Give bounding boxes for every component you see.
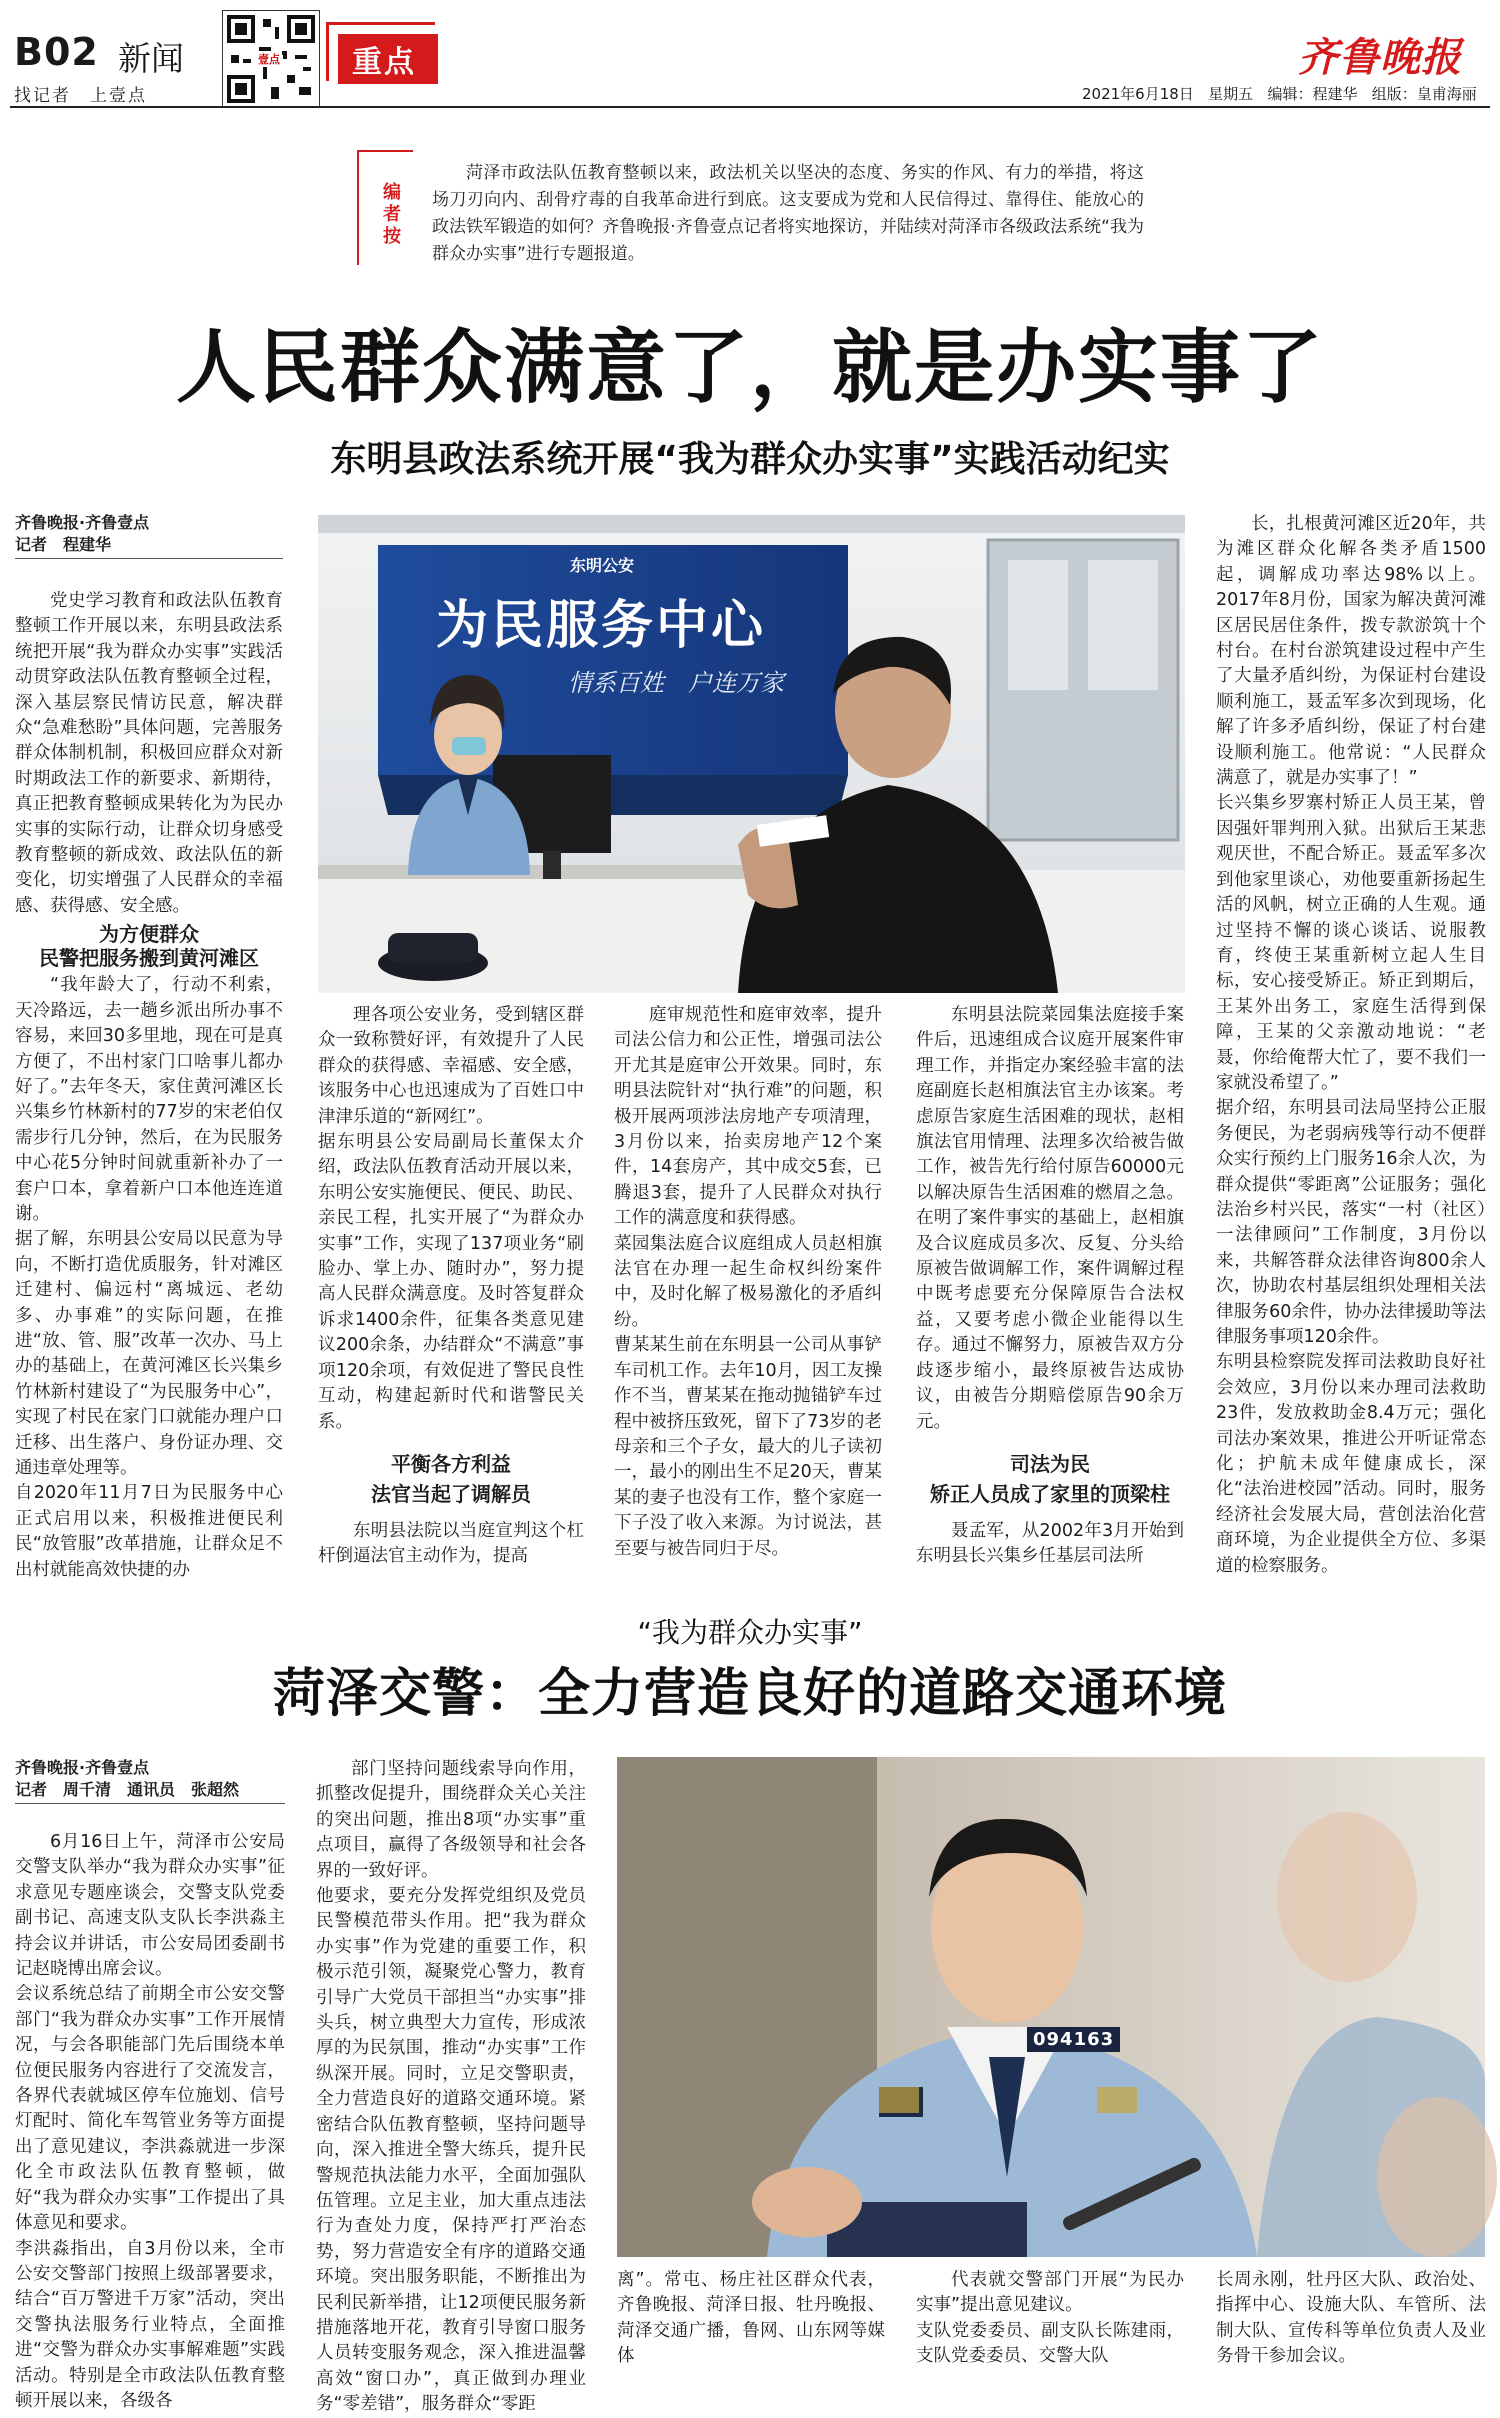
- article1-byline-outlet: 齐鲁晚报·齐鲁壹点: [15, 513, 150, 532]
- article2-photo: [617, 1757, 1485, 2257]
- designer-credit: 组版：皇甫海丽: [1371, 85, 1477, 103]
- photo-sign-slogan: 情系百姓 户连万家: [568, 669, 784, 697]
- qr-code-icon: [222, 10, 320, 108]
- article1-headline: 人民群众满意了，就是办实事了: [176, 321, 1324, 414]
- article1-column-1: [15, 512, 283, 1580]
- article2-column-2: [316, 1757, 586, 2415]
- article2-bottom-column-1: [617, 2268, 885, 2408]
- issue-weekday: 星期五: [1208, 85, 1254, 103]
- article1-col4-body: 东明县法院菜园集法庭接手案件后，迅速组成合议庭开展案件审理工作，并指定办案经验丰富的法庭副庭长赵相旗法官主办该案。考虑原告家庭生活困难的现状，赵相旗法官用情理、法理多次给被告做工作，被告先行给付原告60000元以解决原告生活困难的燃眉之急。在明了案件事实的基础上，赵相旗及合议庭成员多次、反复、分头给原被告做调解工作，案件调解过程中既考虑要充分保障原告合法权益，又要考虑小微企业能得以生存。通过不懈努力，原被告双方分歧逐步缩小，最终原被告达成协议，由被告分期赔偿原告90余万元。: [916, 1005, 1184, 1432]
- header-slogan: 找记者 上壹点: [14, 86, 147, 106]
- page-code: B02: [14, 30, 99, 74]
- article2-bottom-col2-body: 代表就交警部门开展“为民办实事”提出意见建议。 支队党委委员、副支队长陈建雨，支队党委委员、交警大队: [916, 2270, 1184, 2367]
- article1-subheading-3b: 矫正人员成了家里的顶梁柱: [930, 1481, 1170, 1506]
- article2-bottom-col1-body: 离”。常屯、杨庄社区群众代表，齐鲁晚报、菏泽日报、牡丹晚报、菏泽交通广播，鲁网、山东网等媒体: [617, 2270, 885, 2367]
- article2-bottom-column-3: [1216, 2268, 1486, 2408]
- editor-note-label: 编者按: [383, 182, 401, 247]
- article2-col1-body: 6月16日上午，菏泽市公安局交警支队举办“我为群众办实事”征求意见专题座谈会，交警支队党委副书记、高速支队支队长李洪淼主持会议并讲话，市公安局团委副书记赵晓博出席会议。 会议系统总结了前期全市公安交警部门“我为群众办实事”工作开展情况，与会各职能部门先后围绕本单位便民服务内容进行了交流发言，各界代表就城区停车位施划、信号灯配时、简化车驾管业务等方面提出了意见建议，李洪淼就进一步深化全市政法队伍教育整顿，做好“我为群众办实事”工作提出了具体意见和要求。 李洪淼指出，自3月份以来，全市公安交警部门按照上级部署要求，结合“百万警进千万家”活动，突出交警执法服务行业特点，全面推进“交警为群众办实事解难题”实践活动。特别是全市政法队伍教育整顿开展以来，各级各: [15, 1832, 285, 2411]
- article1-col3-body: 庭审规范性和庭审效率，提升司法公信力和公正性，增强司法公开尤其是庭审公开效果。同时，东明县法院针对“执行难”的问题，积极开展两项涉法房地产专项清理，3月份以来，抬卖房地产12个案件，14套房产，其中成交5套，已腾退3套，提升了人民群众对执行工作的满意度和获得感。 菜园集法庭合议庭组成人员赵相旗法官在办理一起生命权纠纷案件中，及时化解了极易激化的矛盾纠纷。 曹某某生前在东明县一公司从事铲车司机工作。去年10月，因工友操作不当，曹某某在拖动抛锚铲车过程中被挤压致死，留下了73岁的老母亲和三个子女，最大的儿子读初一，最小的刚出生不足20天，曹某某的妻子也没有工作，整个家庭一下子没了收入来源。为讨说法，甚至要与被告同归于尽。: [614, 1005, 882, 1559]
- section-name: 新闻: [118, 39, 184, 78]
- article1-column-2: [318, 1003, 584, 1573]
- article1-subheading-2b: 法官当起了调解员: [371, 1481, 531, 1506]
- article2-kicker: “我为群众办实事”: [637, 1616, 863, 1649]
- article2-byline-outlet: 齐鲁晚报·齐鲁壹点: [15, 1758, 150, 1777]
- article1-col4-tail: 聂孟军，从2002年3月开始到东明县长兴集乡任基层司法所: [916, 1520, 1184, 1567]
- brand-logo: 齐鲁晚报: [1298, 34, 1462, 81]
- issue-date: 2021年6月18日: [1082, 85, 1194, 103]
- article2-byline-reporter: 记者 周千清 通讯员 张超然: [15, 1779, 285, 1804]
- header-meta: [1082, 83, 1477, 104]
- page-header: [0, 0, 1500, 110]
- article2-headline: 菏泽交警：全力营造良好的道路交通环境: [272, 1664, 1227, 1724]
- article2-column-1: [15, 1757, 285, 2412]
- photo-sign-main: 为民服务中心: [436, 596, 767, 656]
- editor-note-text: 菏泽市政法队伍教育整顿以来，政法机关以坚决的态度、务实的作风、有力的举措，将这场刀刃向内、刮骨疗毒的自我革命进行到底。这支要成为党和人民信得过、靠得住、能放心的政法铁军锻造的如何？齐鲁晚报·齐鲁壹点记者将实地探访，并陆续对菏泽市各级政法系统“我为群众办实事”进行专题报道。: [432, 163, 1144, 264]
- qr-caption: 壹点: [258, 53, 280, 66]
- article1-column-3: [614, 1003, 882, 1573]
- article1-col2-body: 理各项公安业务，受到辖区群众一致称赞好评，有效提升了人民群众的获得感、幸福感、安全感，该服务中心也迅速成为了百姓口中津津乐道的“新网红”。 据东明县公安局副局长董保太介绍，政法队伍教育活动开展以来，东明公安实施便民、便民、助民、亲民工程，扎实开展了“为群众办实事”工作，实现了137项业务“刷脸办、掌上办、随时办”，努力提高人民群众满意度。及时答复群众诉求1400余件，征集各类意见建议200余条，办结群众“不满意”事项120余项，有效促进了警民良性互动，构建起新时代和谐警民关系。: [318, 1005, 584, 1432]
- article2-bottom-column-2: [916, 2268, 1184, 2408]
- article1-subheading-1b: 民警把服务搬到黄河滩区: [39, 946, 259, 971]
- article1-col2-tail: 东明县法院以当庭宣判这个杠杆倒逼法官主动作为，提高: [318, 1520, 584, 1567]
- photo-sign-top: 东明公安: [570, 556, 635, 575]
- article1-intro: 党史学习教育和政法队伍教育整顿工作开展以来，东明县政法系统把开展“我为群众办实事”实践活动贯穿政法队伍教育整顿全过程，深入基层察民情访民意，解决群众“急难愁盼”具体问题，完善服务群众体制机制，积极回应群众对新时期政法工作的新要求、新期待，真正把教育整顿成果转化为为民办实事的实际行动，让群众切身感受教育整顿的新成效、政法队伍的新变化，切实增强了人民群众的幸福感、获得感、安全感。: [15, 591, 283, 916]
- section-badge-label: 重点: [352, 45, 416, 80]
- article1-byline-reporter: 记者 程建华: [15, 534, 283, 559]
- photo-badge-number: 094163: [1027, 2027, 1120, 2052]
- article1-subheading-1a: 为方便群众: [99, 922, 199, 947]
- article1-col1-body: “我年龄大了，行动不利索，天冷路远，去一趟乡派出所办事不容易，来回30多里地，现在可是真方便了，不出村家门口啥事儿都办好了。”去年冬天，家住黄河滩区长兴集乡竹林新村的77岁的宋老伯仅需步行几分钟，然后，在为民服务中心花5分钟时间就重新补办了一套户口本，拿着新户口本他连连道谢。 据了解，东明县公安局以民意为导向，不断打造优质服务，针对滩区迁建村、偏远村“离城远、老幼多、办事难”的实际问题，在推进“放、管、服”改革一次办、马上办的基础上，在黄河滩区长兴集乡竹林新村建设了“为民服务中心”，实现了村民在家门口就能办理户口迁移、出生落户、身份证办理、交通违章处理等。 自2020年11月7日为民服务中心正式启用以来，积极推进便民利民“放管服”改革措施，让群众足不出村就能高效快捷的办: [15, 975, 283, 1580]
- article2-col2-body: 部门坚持问题线索导向作用，抓整改促提升，围绕群众关心关注的突出问题，推出8项“办实事”重点项目，赢得了各级领导和社会各界的一致好评。 他要求，要充分发挥党组织及党员民警模范带头作用。把“我为群众办实事”作为党建的重要工作，积极示范引领，凝聚党心警力，教育引导广大党员干部担当“办实事”排头兵，树立典型大力宣传，形成浓厚的为民氛围，推动“办实事”工作纵深开展。同时，立足交警职责，全力营造良好的道路交通环境。紧密结合队伍教育整顿，坚持问题导向，深入推进全警大练兵，提升民警规范执法能力水平，全面加强队伍管理。立足主业，加大重点违法行为查处力度，保持严打严治态势，努力营造安全有序的道路交通环境。突出服务职能，不断推出为民利民新举措，让12项便民服务新措施落地开花，教育引导窗口服务人员转变服务观念，深入推进温馨高效“窗口办”，真正做到办理业务“零差错”，服务群众“零距: [316, 1759, 586, 2415]
- article1-subhead: 东明县政法系统开展“我为群众办实事”实践活动纪实: [330, 439, 1170, 480]
- article1-subheading-2a: 平衡各方利益: [391, 1451, 511, 1476]
- article1-col5-body: 长，扎根黄河滩区近20年，共为滩区群众化解各类矛盾1500起，调解成功率达98%以上。2017年8月份，国家为解决黄河滩区居民居住条件，拨专款淤筑十个村台。在村台淤筑建设过程中产生了大量矛盾纠纷，为保证村台建设顺利施工，聂孟军多次到现场，化解了许多矛盾纠纷，保证了村台建设顺利施工。他常说：“人民群众满意了，就是办实事了！” 长兴集乡罗寨村矫正人员王某，曾因强奸罪判刑入狱。出狱后王某悲观厌世，不配合矫正。聂孟军多次到他家里谈心，劝他要重新扬起生活的风帆，树立正确的人生观。通过坚持不懈的谈心谈话、说服教育，终使王某重新树立起人生目标，安心接受矫正。矫正到期后，王某外出务工，家庭生活得到保障，王某的父亲激动地说：“老聂，你给俺帮大忙了，要不我们一家就没希望了。” 据介绍，东明县司法局坚持公正服务便民，为老弱病残等行动不便群众实行预约上门服务16余人次，为群众提供“零距离”公证服务；强化法治乡村兴民，落实“一村（社区）一法律顾问”工作制度，3月份以来，共解答群众法律咨询800余人次，协助农村基层组织处理相关法律服务60余件，协办法律援助等法律服务事项120余件。 东明县检察院发挥司法救助良好社会效应，3月份以来办理司法救助23件，发放救助金8.4万元；强化司法办案效果，推进公开听证常态化；护航未成年健康成长，深化“法治进校园”活动。同时，服务经济社会发展大局，营创法治化营商环境，为企业提供全方位、多渠道的检察服务。: [1216, 514, 1486, 1576]
- header-rule: [10, 106, 1490, 108]
- article1-column-4: [916, 1003, 1184, 1573]
- article2-bottom-col3-body: 长周永刚，牡丹区大队、政治处、指挥中心、设施大队、车管所、法制大队、宣传科等单位负责人及业务骨干参加会议。: [1216, 2270, 1486, 2367]
- article1-byline: [15, 512, 283, 559]
- article2-byline: [15, 1757, 285, 1804]
- editor-credit: 编辑：程建华: [1267, 85, 1358, 103]
- editor-note-label-top: [357, 150, 413, 152]
- article1-photo: [318, 515, 1185, 993]
- article1-column-5: [1216, 512, 1486, 1576]
- article1-subheading-3a: 司法为民: [1010, 1451, 1090, 1476]
